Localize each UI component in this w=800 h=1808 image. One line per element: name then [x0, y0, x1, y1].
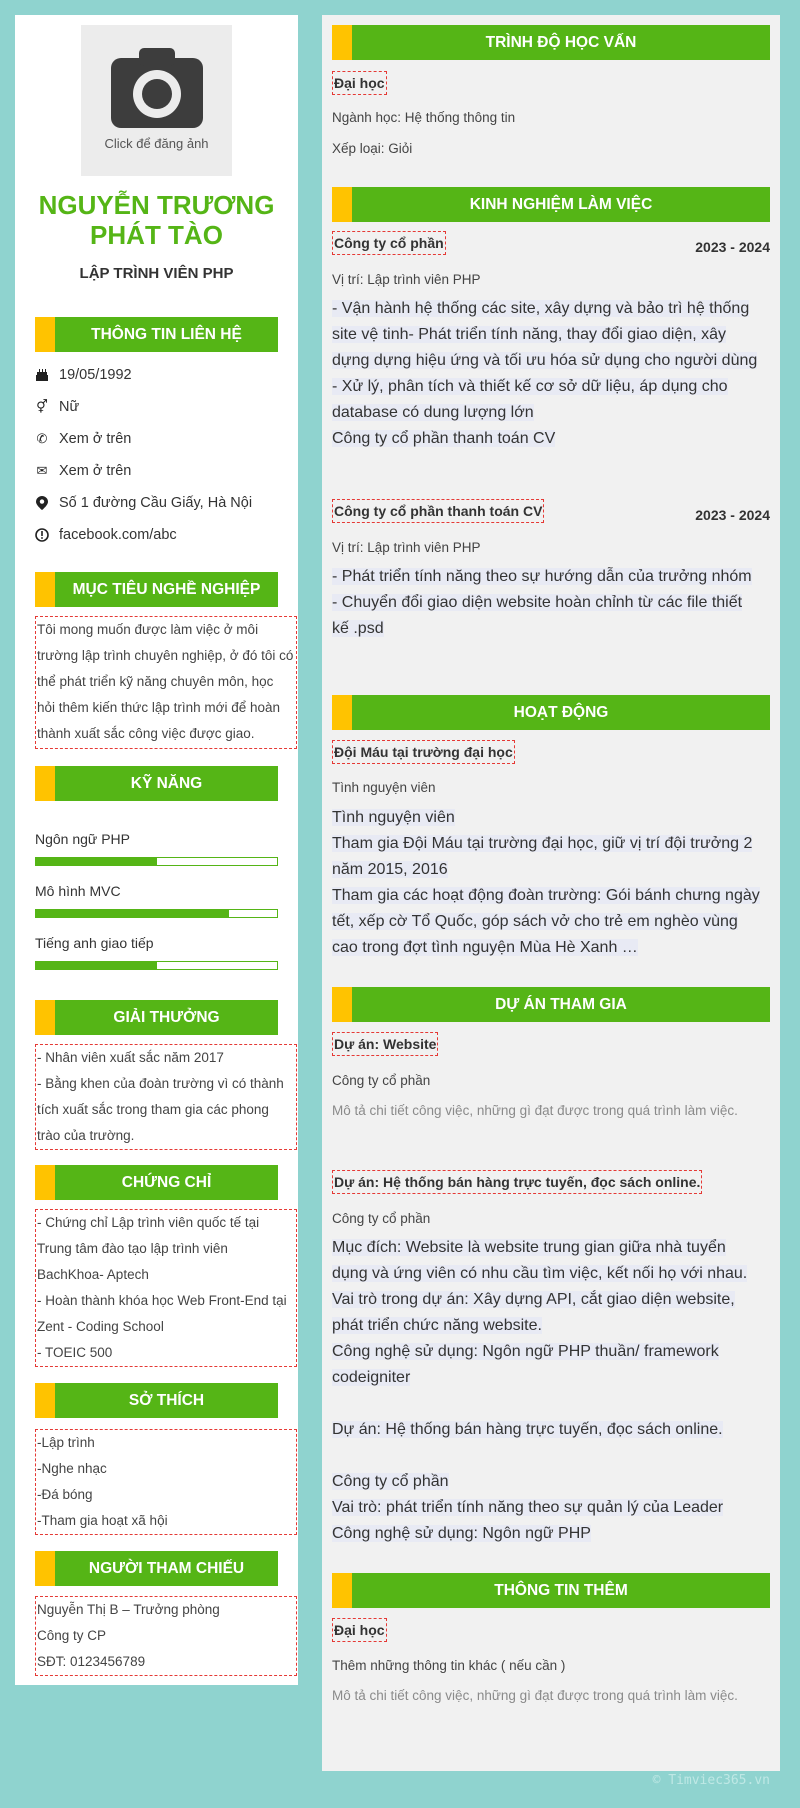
- section-tab: [332, 187, 352, 222]
- section-title: DỰ ÁN THAM GIA: [352, 987, 770, 1022]
- contact-value: Xem ở trên: [59, 463, 132, 479]
- extra-subtitle[interactable]: Thêm những thông tin khác ( nếu cần ): [332, 1658, 566, 1673]
- section-tab: [35, 317, 55, 352]
- footer-watermark: © Timviec365.vn: [652, 1773, 770, 1788]
- extra-section-header: [332, 1573, 770, 1608]
- section-title: NGƯỜI THAM CHIẾU: [55, 1551, 278, 1586]
- contact-value: Số 1 đường Cầu Giấy, Hà Nội: [59, 495, 253, 511]
- project-company[interactable]: Công ty cổ phần: [332, 1211, 431, 1226]
- contact-website[interactable]: [35, 525, 278, 545]
- contact-email[interactable]: [35, 461, 278, 481]
- envelope-icon: ✉: [36, 463, 48, 478]
- education-school[interactable]: Đại học: [332, 71, 387, 95]
- education-section-header: [332, 25, 770, 60]
- section-title: CHỨNG CHỈ: [55, 1165, 278, 1200]
- activity-role[interactable]: Tình nguyện viên: [332, 780, 436, 795]
- skill-name[interactable]: Tiếng anh giao tiếp: [35, 935, 154, 951]
- experience-company[interactable]: Công ty cổ phần thanh toán CV: [332, 499, 544, 523]
- skill-level-fill: [36, 910, 229, 917]
- section-title: KINH NGHIỆM LÀM VIỆC: [352, 187, 770, 222]
- section-title: GIẢI THƯỞNG: [55, 1000, 278, 1035]
- right-column: [322, 15, 780, 1771]
- experience-company[interactable]: Công ty cổ phần: [332, 231, 446, 255]
- activities-section-header: [332, 695, 770, 730]
- section-tab: [35, 1000, 55, 1035]
- phone-icon: ✆: [36, 431, 48, 446]
- photo-caption: Click để đăng ảnh: [104, 136, 209, 151]
- project-name[interactable]: Dự án: Website: [332, 1032, 438, 1056]
- experience-position[interactable]: Vị trí: Lập trình viên PHP: [332, 272, 481, 287]
- candidate-position[interactable]: LẬP TRÌNH VIÊN PHP: [79, 265, 234, 282]
- contact-value: facebook.com/abc: [59, 527, 177, 543]
- skill-level-bar: [35, 961, 278, 970]
- extra-name[interactable]: Đại học: [332, 1618, 387, 1642]
- project-description[interactable]: Mô tả chi tiết công việc, những gì đạt được trong quá trình làm việc.: [332, 1103, 738, 1118]
- section-tab: [332, 25, 352, 60]
- contact-value: Nữ: [59, 399, 80, 415]
- skill-level-bar: [35, 857, 278, 866]
- camera-icon: [111, 48, 203, 128]
- section-tab: [332, 695, 352, 730]
- contact-gender[interactable]: [35, 397, 278, 417]
- experience-description[interactable]: [332, 296, 762, 452]
- gender-icon: ⚥: [36, 399, 48, 414]
- section-title: THÔNG TIN THÊM: [352, 1573, 770, 1608]
- contact-phone[interactable]: [35, 429, 278, 449]
- experience-section-header: [332, 187, 770, 222]
- skill-name[interactable]: Ngôn ngữ PHP: [35, 831, 130, 847]
- experience-position[interactable]: Vị trí: Lập trình viên PHP: [332, 540, 481, 555]
- certificates-text[interactable]: - Chứng chỉ Lập trình viên quốc tế tại Trung tâm đào tạo lập trình viên BachKhoa- Aptech - Hoàn thành khóa học Web Front-End tại Zent - Coding School - TOEIC 500: [35, 1209, 297, 1367]
- section-title: THÔNG TIN LIÊN HỆ: [55, 317, 278, 352]
- extra-description[interactable]: Mô tả chi tiết công việc, những gì đạt được trong quá trình làm việc.: [332, 1688, 738, 1703]
- experience-description-text: - Vận hành hệ thống các site, xây dựng và bảo trì hệ thống site vệ tinh- Phát triển tính năng, thay đổi giao diện, xây dựng dựng hiệu ứng và tối ưu hóa sử dụng cho người dùng - Xử lý, phân tích và thiết kế cơ sở dữ liệu, áp dụng cho database có dung lượng lớn Công ty cổ phần thanh toán CV: [332, 300, 758, 447]
- section-tab: [35, 766, 55, 801]
- experience-years[interactable]: 2023 - 2024: [695, 507, 770, 523]
- objective-text[interactable]: Tôi mong muốn được làm việc ở môi trường lập trình chuyên nghiệp, ở đó tôi có thể phát triển kỹ năng chuyên môn, học hỏi thêm kiến thức lập trình mới để hoàn thành xuất sắc công việc được giao.: [35, 616, 297, 749]
- education-grade[interactable]: Xếp loại: Giỏi: [332, 141, 413, 156]
- activity-description[interactable]: [332, 805, 762, 961]
- contact-birthday[interactable]: [35, 365, 278, 385]
- awards-text[interactable]: - Nhân viên xuất sắc năm 2017 - Bằng khen của đoàn trường vì có thành tích xuất sắc trong tham gia các phong trào của trường.: [35, 1044, 297, 1150]
- skill-level-bar: [35, 909, 278, 918]
- certificates-section-header: [35, 1165, 278, 1200]
- references-text[interactable]: Nguyễn Thị B – Trưởng phòng Công ty CP SĐT: 0123456789: [35, 1596, 297, 1676]
- awards-section-header: [35, 1000, 278, 1035]
- section-tab: [332, 987, 352, 1022]
- section-tab: [332, 1573, 352, 1608]
- section-title: SỞ THÍCH: [55, 1383, 278, 1418]
- experience-description[interactable]: [332, 564, 762, 642]
- skills-section-header: [35, 766, 278, 801]
- references-section-header: [35, 1551, 278, 1586]
- birthday-cake-icon: [35, 368, 49, 382]
- project-company[interactable]: Công ty cổ phần: [332, 1073, 431, 1088]
- section-tab: [35, 572, 55, 607]
- skill-name[interactable]: Mô hình MVC: [35, 883, 121, 899]
- avatar-upload[interactable]: [81, 25, 232, 176]
- project-description-text: Mục đích: Website là website trung gian giữa nhà tuyển dụng và ứng viên có nhu cầu tìm việc, kết nối họ với nhau. Vai trò trong dự án: Xây dựng API, cắt giao diện website, phát triển chức năng website. Công nghệ sử dụng: Ngôn ngữ PHP thuần/ framework codeigniter Dự án: Hệ thống bán hàng trực tuyến, đọc sách online. Công ty cổ phần Vai trò: phát triển tính năng theo sự quản lý của Leader Công nghệ sử dụng: Ngôn ngữ PHP: [332, 1239, 748, 1542]
- hobbies-section-header: [35, 1383, 278, 1418]
- candidate-name[interactable]: NGUYỄN TRƯƠNG PHÁT TÀO: [38, 190, 275, 250]
- contact-value: Xem ở trên: [59, 431, 132, 447]
- section-title: KỸ NĂNG: [55, 766, 278, 801]
- section-tab: [35, 1551, 55, 1586]
- activity-name[interactable]: Đội Máu tại trường đại học: [332, 740, 515, 764]
- contact-value: 19/05/1992: [59, 367, 132, 383]
- project-name[interactable]: Dự án: Hệ thống bán hàng trực tuyến, đọc sách online.: [332, 1170, 702, 1194]
- section-tab: [35, 1165, 55, 1200]
- map-marker-icon: [35, 496, 49, 510]
- skill-level-fill: [36, 858, 157, 865]
- activity-description-text: Tình nguyện viên Tham gia Đội Máu tại trường đại học, giữ vị trí đội trưởng 2 năm 2015, 2016 Tham gia các hoạt động đoàn trường: Gói bánh chưng ngày tết, xếp cờ Tổ Quốc, góp sách vở cho trẻ em nghèo vùng cao trong đợt tình nguyện Mùa Hè Xanh …: [332, 809, 760, 956]
- contact-section-header: [35, 317, 278, 352]
- project-description[interactable]: [332, 1235, 762, 1547]
- projects-section-header: [332, 987, 770, 1022]
- skill-level-fill: [36, 962, 157, 969]
- left-column: [15, 15, 298, 1685]
- objective-section-header: [35, 572, 278, 607]
- hobbies-text[interactable]: -Lập trình -Nghe nhạc -Đá bóng -Tham gia hoạt xã hội: [35, 1429, 297, 1535]
- globe-icon: [35, 528, 49, 542]
- education-major[interactable]: Ngành học: Hệ thống thông tin: [332, 110, 516, 125]
- contact-address[interactable]: [35, 493, 278, 513]
- section-title: HOẠT ĐỘNG: [352, 695, 770, 730]
- section-tab: [35, 1383, 55, 1418]
- section-title: TRÌNH ĐỘ HỌC VẤN: [352, 25, 770, 60]
- section-title: MỤC TIÊU NGHỀ NGHIỆP: [55, 572, 278, 607]
- experience-description-text: - Phát triển tính năng theo sự hướng dẫn của trưởng nhóm - Chuyển đổi giao diện website hoàn chỉnh từ các file thiết kế .psd: [332, 568, 752, 637]
- experience-years[interactable]: 2023 - 2024: [695, 239, 770, 255]
